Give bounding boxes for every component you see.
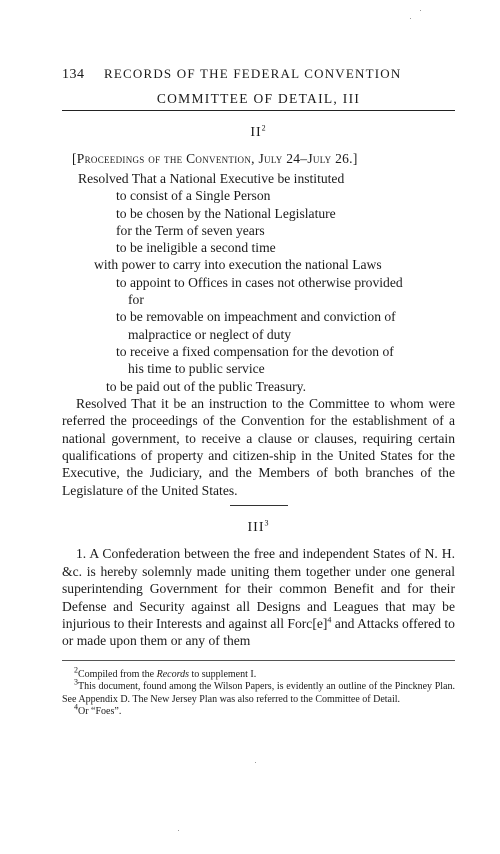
scan-speck (178, 830, 179, 831)
running-title: RECORDS OF THE FEDERAL CONVENTION (104, 66, 402, 81)
resolution-line: to be paid out of the public Treasury. (106, 378, 306, 394)
footnote-text: to supplement I. (189, 668, 257, 680)
resolution-line: for (128, 292, 144, 308)
paragraph-text: 1. A Confederation between the free and independent States of N. H. &c. is hereby solemnly made uniting them together under one general superintending Government for their common Benefit and for their Defense and Security against all Designs and Leagues that may be injurious to their Interests and against all Forc[e] (62, 546, 455, 631)
footnote-mark: 2 (261, 123, 267, 133)
document-numeral-ii (62, 125, 455, 141)
footnote (62, 665, 455, 681)
footnote (62, 702, 455, 718)
resolution-line: malpractice or neglect of duty (128, 326, 292, 342)
resolution-line: his time to public service (128, 361, 265, 377)
resolution-lines (62, 170, 455, 395)
running-header (62, 66, 455, 83)
footnote-text: This document, found among the Wilson Papers, is evidently an outline of the Pinckney Plan. See Appendix D. The New Jersey Plan was also referred to the Committee of Detail. (62, 681, 455, 705)
footnote-mark: 4 (327, 615, 332, 625)
scan-speck (255, 762, 256, 763)
paragraph-text: and Attacks offered to or made upon them or any of them (62, 615, 455, 649)
footnote-rule (62, 660, 455, 661)
numeral-text: III (247, 520, 265, 536)
resolution-line: to be chosen by the National Legislature (116, 205, 336, 221)
resolution-line: for the Term of seven years (116, 222, 265, 238)
footnote-mark: 4 (74, 702, 78, 712)
resolved-paragraph: Resolved That it be an instruction to the Committee to whom were referred the proceedings of the Convention for the establishment of a national government, to receive a clause or clauses, requiring certain qualifications of property and citizen-ship in the United States for the Executive, the Judiciary, and the Members of both branches of the Legislature of the United States. (62, 395, 455, 498)
footnote-mark: 2 (74, 665, 78, 675)
footnote-italic: Records (156, 668, 190, 680)
document-page (62, 66, 455, 718)
footnote-mark: 3 (74, 677, 78, 687)
section-divider (230, 505, 288, 506)
resolution-line: to receive a fixed compensation for the devotion of (116, 343, 394, 359)
resolution-line: to be ineligible a second time (116, 240, 276, 256)
resolution-line: to consist of a Single Person (116, 188, 271, 204)
resolution-line: to be removable on impeachment and conviction of (116, 309, 396, 325)
page-number: 134 (62, 67, 85, 82)
footnote-text: Compiled from the (78, 668, 157, 680)
resolution-line: to appoint to Offices in cases not otherwise provided (116, 274, 403, 290)
footnotes (62, 665, 455, 719)
footnote-text: Or “Foes”. (78, 705, 122, 717)
scan-speck (420, 10, 421, 11)
section-title: COMMITTEE OF DETAIL, III (156, 91, 361, 106)
numeral-text: II (250, 125, 262, 140)
resolution-line: with power to carry into execution the national Laws (94, 257, 382, 273)
footnote (62, 677, 455, 706)
scan-speck (410, 18, 411, 19)
proceedings-heading: [Proceedings of the Convention, July 24–July 26.] (72, 151, 358, 166)
header-rule (62, 110, 455, 111)
confederation-paragraph (62, 545, 455, 649)
document-numeral-iii (62, 520, 455, 536)
resolution-line: Resolved That a National Executive be instituted (78, 171, 345, 186)
footnote-mark: 3 (264, 518, 270, 528)
